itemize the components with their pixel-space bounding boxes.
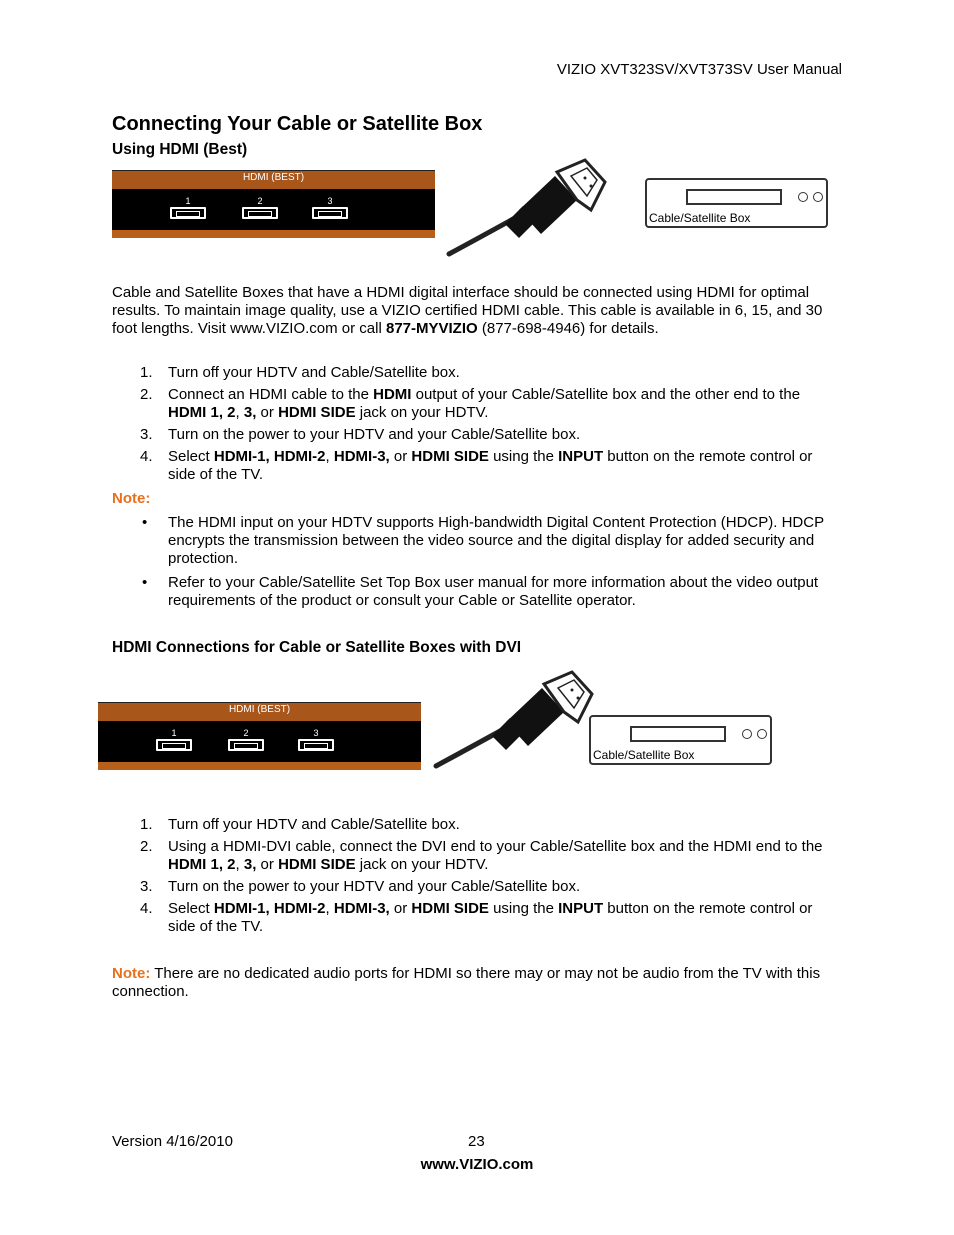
- manual-title: VIZIO XVT323SV/XVT373SV User Manual: [556, 61, 842, 78]
- port-label: 2: [243, 728, 249, 738]
- list-item: • The HDMI input on your HDTV supports High-bandwidth Digital Content Protection (HDCP). HDCP encrypts the transmission between the video source and the digital display for added security and protection.: [112, 514, 842, 568]
- intro-text: (877-698-4946) for details.: [477, 320, 659, 337]
- page-number: 23: [468, 1133, 485, 1150]
- note-text: There are no dedicated audio ports for HDMI so there may or may not be audio from the TV with this connection.: [112, 965, 821, 1000]
- list-item: 2. Using a HDMI-DVI cable, connect the DVI end to your Cable/Satellite box and the HDMI end to the HDMI 1, 2, 3, or HDMI SIDE jack on your HDTV.: [140, 838, 823, 873]
- steps-list-1: [112, 364, 842, 488]
- note-label: Note:: [112, 965, 151, 982]
- section-title: Connecting Your Cable or Satellite Box: [112, 113, 483, 135]
- port-label: 3: [313, 728, 319, 738]
- list-item: 3. Turn on the power to your HDTV and your Cable/Satellite box.: [140, 426, 581, 443]
- footer-url: www.VIZIO.com: [420, 1156, 534, 1173]
- panel-title: HDMI (BEST): [228, 704, 291, 715]
- disc-slot: [686, 189, 782, 205]
- port-label: 1: [171, 728, 177, 738]
- note-bullets: [112, 514, 842, 616]
- hdmi-port-icon: [312, 207, 348, 219]
- final-note: [112, 965, 842, 1001]
- port-label: 3: [327, 196, 333, 206]
- tv-hdmi-panel: [98, 702, 421, 770]
- cable-satellite-box: [589, 715, 772, 765]
- box-label: Cable/Satellite Box: [649, 211, 751, 225]
- cable-satellite-box: [645, 178, 828, 228]
- section2-title: HDMI Connections for Cable or Satellite Boxes with DVI: [112, 639, 522, 656]
- steps-list-2: [112, 816, 842, 940]
- list-item: 1. Turn off your HDTV and Cable/Satellite box.: [140, 364, 460, 381]
- knob-icon: [742, 729, 752, 739]
- note-label: Note:: [112, 490, 151, 507]
- intro-paragraph: [112, 284, 842, 338]
- list-item: 1. Turn off your HDTV and Cable/Satellite box.: [140, 816, 460, 833]
- list-item: 3. Turn on the power to your HDTV and your Cable/Satellite box.: [140, 878, 581, 895]
- intro-text: Cable and Satellite Boxes that have a HDMI digital interface should be connected using HDMI for optimal results. To maintain image quality, use a VIZIO certified HDMI cable. This cable is available in 6, 15, and 30 foot lengths. Visit www.VIZIO.com or call: [112, 284, 823, 337]
- hdmi-port-icon: [242, 207, 278, 219]
- knob-icon: [798, 192, 808, 202]
- tv-hdmi-panel: [112, 170, 435, 238]
- hdmi-port-icon: [228, 739, 264, 751]
- hdmi-cable-icon: [445, 158, 610, 258]
- knob-icon: [813, 192, 823, 202]
- list-item: 2. Connect an HDMI cable to the HDMI output of your Cable/Satellite box and the other end to the HDMI 1, 2, 3, or HDMI SIDE jack on your HDTV.: [140, 386, 801, 421]
- phone-number: 877-MYVIZIO: [385, 320, 478, 337]
- hdmi-cable-icon: [432, 670, 597, 770]
- disc-slot: [630, 726, 726, 742]
- hdmi-port-icon: [298, 739, 334, 751]
- hdmi-port-icon: [170, 207, 206, 219]
- port-label: 2: [257, 196, 263, 206]
- knob-icon: [757, 729, 767, 739]
- list-item: • Refer to your Cable/Satellite Set Top Box user manual for more information about the video output requirements of the product or consult your Cable or Satellite operator.: [112, 574, 842, 610]
- panel-title: HDMI (BEST): [242, 172, 305, 183]
- port-label: 1: [185, 196, 191, 206]
- section-subtitle: Using HDMI (Best): [112, 141, 248, 158]
- hdmi-port-icon: [156, 739, 192, 751]
- list-item: 4. Select HDMI-1, HDMI-2, HDMI-3, or HDMI SIDE using the INPUT button on the remote control or side of the TV.: [140, 900, 813, 935]
- box-label: Cable/Satellite Box: [593, 748, 695, 762]
- list-item: 4. Select HDMI-1, HDMI-2, HDMI-3, or HDMI SIDE using the INPUT button on the remote control or side of the TV.: [140, 448, 813, 483]
- version-label: Version 4/16/2010: [112, 1133, 233, 1150]
